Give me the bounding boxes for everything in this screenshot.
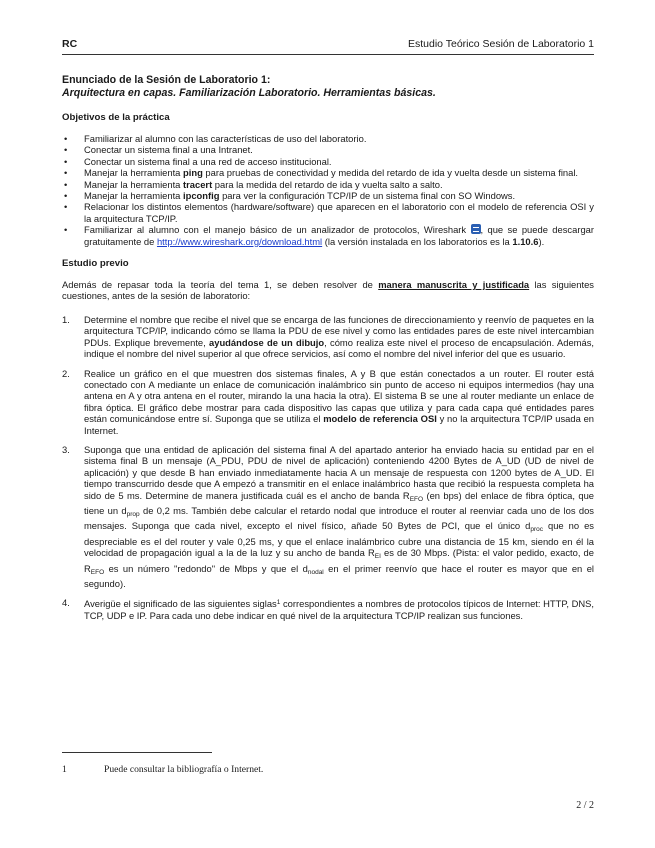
footnote-text: Puede consultar la bibliografía o Internet. <box>104 764 264 775</box>
objective-item: • Relacionar los distintos elementos (hardware/software) que aparecen en el laboratorio con el modelo de referencia OSI y la arquitectura TCP/IP. <box>62 201 594 224</box>
course-code: RC <box>62 38 78 50</box>
question-item: 3. Suponga que una entidad de aplicación del sistema final A del apartado anterior ha enviado hacia su entidad par en el sistema final B un mensaje (A_PDU, PDU de nivel de aplicación) conteniendo 4200 Bytes de A_UD (UD de nivel de aplicación) y que desde B han enviado inmediatamente hacia A un mensaje de respuesta con 1200 bytes de A_UD. El tiempo transcurrido desde que A empezó a transmitir en el enlace inalámbrico hasta que recibió la respuesta completa ha sido de 5 ms. Determine de manera justificada cuál es el ancho de banda $R_{EFO}$ (en bps) del enlace de fibra óptica, que tiene un $d_{prop}$ de 0,2 ms. También debe calcular el retardo nodal que introduce el router al reenviar cada uno de los dos mensajes. Suponga que cada nivel, excepto el nivel físico, añade 50 Bytes de PCI, que el único $d_{proc}$ que no es despreciable es el del router y vale 0,25 ms, y que el enlace inalámbrico cubre una distancia de 15 km, siendo en él la velocidad de propagación igual a la de la luz y su ancho de banda $R_{EI}$ es de 30 Mbps. (Pista: el valor pedido, exacto, de $R_{EFO}$ es un número "redondo" de Mbps y que el $d_{nodal}$ en el primer reenvío que hace el router es mayor que en el segundo). <box>62 443 594 589</box>
objective-item: • Manejar la herramienta ipconfig para ver la configuración TCP/IP de un sistema final con SO Windows. <box>62 190 594 201</box>
footnote-separator <box>62 752 212 753</box>
questions-list <box>62 314 594 621</box>
previous-study-intro: Además de repasar toda la teoría del tema 1, se deben resolver de manera manuscrita y justificada las siguientes cuestiones, antes de la sesión de laboratorio: <box>62 279 594 302</box>
objective-item: • Familiarizar al alumno con las características de uso del laboratorio. <box>62 133 594 144</box>
question-item: 2. Realice un gráfico en el que muestren dos sistemas finales, A y B que están conectados a un router. El router está conectado con A mediante un enlace de comunicación inalámbrico sin punto de acceso ni equipos intermedios (hay una antena en A y otra antena en el router, mirando la una hacia la otra). El sistema B se une al router mediante un enlace de fibra óptica. El gráfico debe mostrar para cada dispositivo las capas que utiliza y para cada capa qué entidades pares están comunicándose entre sí. Suponga que se utiliza el modelo de referencia OSI y no la arquitectura TCP/IP usada en Internet. <box>62 367 595 436</box>
page-number: 2 / 2 <box>576 800 594 811</box>
session-subtitle: Arquitectura en capas. Familiarización Laboratorio. Herramientas básicas. <box>62 87 436 99</box>
objective-item: • Familiarizar al alumno con el manejo básico de un analizador de protocolos, Wireshark , que se puede descargar gratuitamente de http://www.wireshark.org/download.html (la versión instalada en los laboratorios es la 1.10.6). <box>62 224 594 247</box>
ipconfig-tool-name: ipconfig <box>183 190 220 202</box>
wireshark-icon <box>471 224 481 234</box>
previous-study-heading: Estudio previo <box>62 258 129 270</box>
objectives-list <box>62 133 594 247</box>
wireshark-download-link[interactable]: http://www.wireshark.org/download.html <box>156 235 323 247</box>
footnote-ref[interactable]: 1 <box>276 599 281 607</box>
objectives-heading: Objetivos de la práctica <box>62 112 170 123</box>
emphasis-manuscript: manera manuscrita y justificada <box>378 279 530 291</box>
objective-item: • Conectar un sistema final a una red de acceso institucional. <box>62 156 594 167</box>
footnote-number: 1 <box>62 764 67 775</box>
page-content <box>62 74 594 621</box>
objective-item: • Manejar la herramienta ping para pruebas de conectividad y medida del retardo de ida y vuelta desde un sistema final. <box>62 167 594 178</box>
objective-item: • Manejar la herramienta tracert para la medida del retardo de ida y vuelta salto a salto. <box>62 179 594 190</box>
document-title: Estudio Teórico Sesión de Laboratorio 1 <box>407 38 594 50</box>
question-item: 4. Averigüe el significado de las siguientes siglas$^1$ correspondientes a nombres de protocolos típicos de Internet: HTTP, DNS, TCP, UDP e IP. Para cada uno debe indicar en qué nivel de la arquitectura TCP/IP realizan sus funciones. <box>62 597 595 621</box>
wireshark-version: 1.10.6 <box>512 235 539 247</box>
tracert-tool-name: tracert <box>183 178 213 190</box>
page-header <box>62 38 594 55</box>
objective-item: • Conectar un sistema final a una Intranet. <box>62 144 594 155</box>
question-item: 1. Determine el nombre que recibe el nivel que se encarga de las funciones de direccionamiento y reenvío de paquetes en la arquitectura TCP/IP, indicando cómo se llama la PDU de ese nivel y como las entidades pares de este nivel intercambian PDUs. Explique brevemente, ayudándose de un dibujo, cómo realiza este nivel el proceso de encapsulación. Además, indique el nombre del nivel superior al que ofrece servicios, así como el nombre del nivel inferior del que es usuario. <box>62 313 594 360</box>
ping-tool-name: ping <box>183 167 203 179</box>
session-title: Enunciado de la Sesión de Laboratorio 1: <box>62 74 271 86</box>
